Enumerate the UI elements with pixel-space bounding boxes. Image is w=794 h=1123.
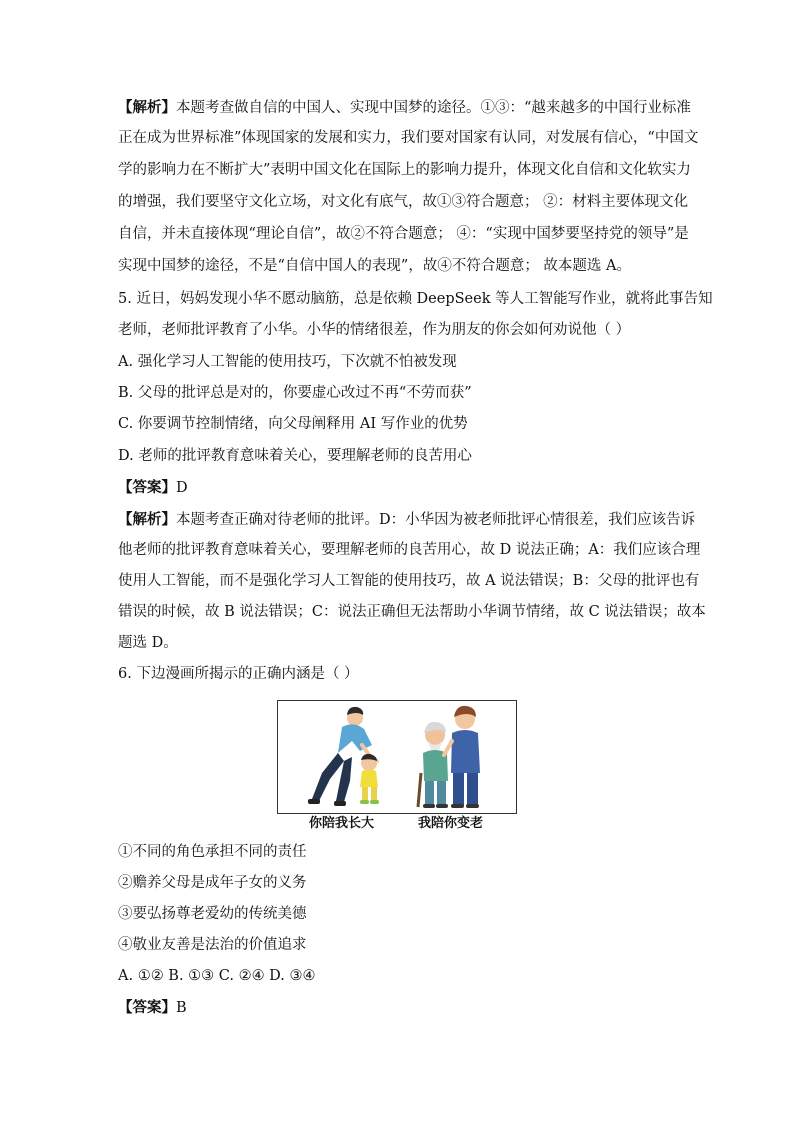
elderly-man-figure — [418, 722, 448, 808]
q6-options: A. ①② B. ①③ C. ②④ D. ③④ — [118, 968, 316, 984]
q6-stem: 6. 下边漫画所揭示的正确内涵是（ ） — [118, 666, 359, 682]
q6-statement-2: ②赡养父母是成年子女的义务 — [118, 875, 307, 891]
adult-son-figure — [444, 706, 480, 808]
q6-statement-4: ④敬业友善是法治的价值追求 — [118, 937, 307, 953]
q5-option-c: C. 你要调节控制情绪，向父母阐释用 AI 写作业的优势 — [118, 416, 468, 432]
q5-stem-line-2: 老师，老师批评教育了小华。小华的情绪很差，作为朋友的你会如何劝说他（ ） — [118, 322, 631, 338]
q6-statement-1: ①不同的角色承担不同的责任 — [118, 844, 307, 860]
analysis-tag: 【解析】 — [118, 511, 176, 528]
q5-option-d: D. 老师的批评教育意味着关心，要理解老师的良苦用心 — [118, 448, 472, 464]
answer-value: D — [176, 480, 188, 496]
q5-analysis-line-5: 题选 D。 — [118, 635, 178, 651]
q5-analysis-line-4: 错误的时候，故 B 说法错误；C：说法正确但无法帮助小华调节情绪，故 C 说法错误；故本 — [118, 604, 706, 620]
q6-statement-3: ③要弘扬尊老爱幼的传统美德 — [118, 906, 307, 922]
child-figure — [360, 754, 379, 804]
analysis-tag: 【解析】 — [118, 99, 176, 116]
analysis4-line-4: 的增强，我们要坚守文化立场，对文化有底气，故①③符合题意； ②：材料主要体现文化 — [118, 194, 689, 210]
analysis4-line-5: 自信，并未直接体现“理论自信”，故②不符合题意； ④：“实现中国梦要坚持党的领导”是 — [118, 226, 689, 242]
answer-value: B — [176, 1000, 187, 1016]
analysis4-line-3: 学的影响力在不断扩大”表明中国文化在国际上的影响力提升，体现文化自信和文化软实力 — [118, 162, 691, 178]
q6-answer — [118, 998, 678, 1018]
analysis4-line-2: 正在成为世界标准”体现国家的发展和实力，我们要对国家有认同，对发展有信心，“中国文 — [118, 130, 699, 146]
q5-option-a: A. 强化学习人工智能的使用技巧，下次就不怕被发现 — [118, 354, 457, 370]
analysis4-line-1: 【解析】本题考查做自信的中国人、实现中国梦的途径。①③：“越来越多的中国行业标准 — [118, 99, 691, 116]
analysis4-line-6: 实现中国梦的途径，不是“自信中国人的表现”，故④不符合题意； 故本题选 A。 — [118, 258, 632, 274]
answer-tag: 【答案】 — [118, 479, 176, 496]
comic-caption-left: 你陪我长大 — [309, 816, 375, 831]
q5-option-b: B. 父母的批评总是对的，你要虚心改过不再“不劳而获” — [118, 385, 472, 401]
comic-illustration — [277, 700, 517, 814]
comic-svg — [278, 701, 516, 813]
q5-answer — [118, 478, 678, 498]
q5-analysis-line-2: 他老师的批评教育意味着关心，要理解老师的良苦用心，故 D 说法正确；A：我们应该合理 — [118, 542, 701, 558]
q5-analysis-line-1: 【解析】本题考查正确对待老师的批评。D：小华因为被老师批评心情很差，我们应该告诉 — [118, 511, 696, 528]
q5-analysis-line-3: 使用人工智能，而不是强化学习人工智能的使用技巧，故 A 说法错误；B：父母的批评也有 — [118, 573, 700, 589]
answer-tag: 【答案】 — [118, 999, 176, 1016]
comic-caption-right: 我陪你变老 — [418, 816, 484, 831]
q5-stem-line-1: 5. 近日，妈妈发现小华不愿动脑筋，总是依赖 DeepSeek 等人工智能写作业，就将此事告知 — [118, 291, 713, 307]
